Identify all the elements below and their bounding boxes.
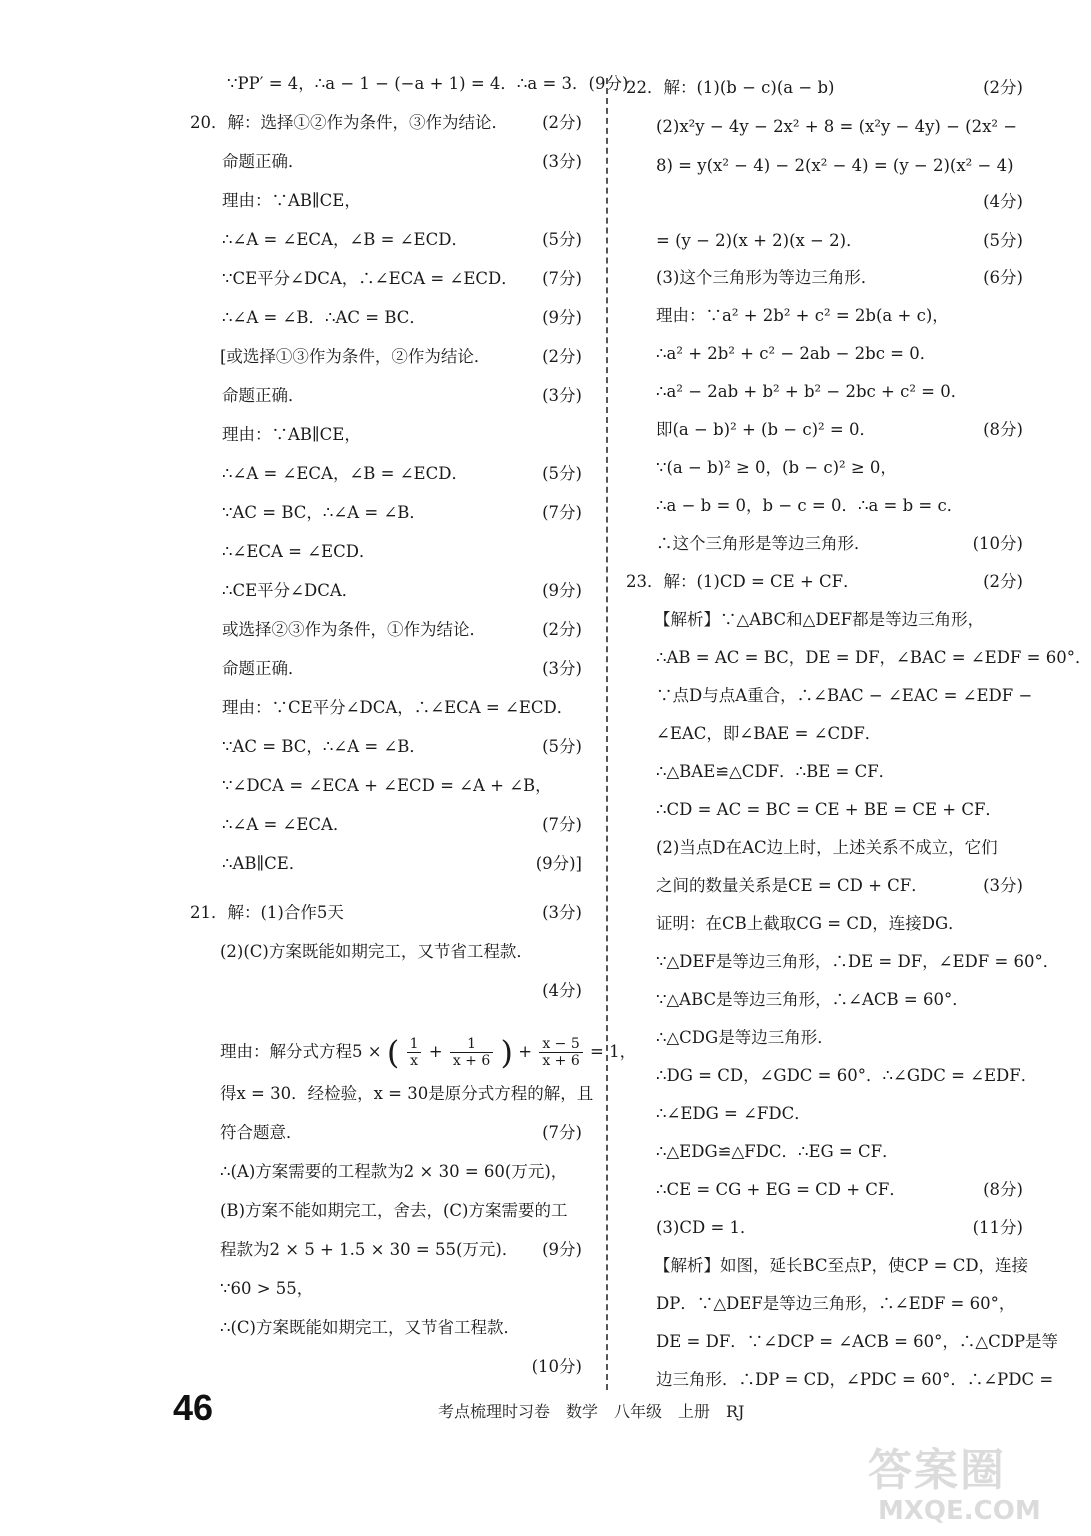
answer-line: ∴△BAE≌△CDF．∴BE = CF．: [656, 762, 896, 781]
answer-line: ∴∠A = ∠ECA，∠B = ∠ECD． (5分): [222, 464, 582, 483]
answer-line: 【解析】∵△ABC和△DEF都是等边三角形，: [654, 610, 985, 629]
book-title-footer: 考点梳理时习卷 数学 八年级 上册 RJ: [438, 1402, 745, 1421]
answer-line: 8) = y(x² − 4) − 2(x² − 4) = (y − 2)(x² − 4): [656, 156, 1014, 175]
answer-line: ∴∠EDG = ∠FDC．: [656, 1104, 811, 1123]
fraction-x-minus-5-over-x-plus-6: $\frac{x - 5}{x + 6}$: [539, 1036, 582, 1069]
answer-line: 程款为2 × 5 + 1.5 × 30 = 55(万元)． (9分): [220, 1240, 582, 1259]
answer-line: ∵(a − b)² ≥ 0，(b − c)² ≥ 0，: [656, 458, 897, 477]
answer-line: DP．∵△DEF是等边三角形，∴∠EDF = 60°，: [656, 1294, 1016, 1313]
answer-line: ∴AB = AC = BC，DE = DF，∠BAC = ∠EDF = 60°．: [656, 648, 1091, 667]
answer-line: (3)这个三角形为等边三角形． (6分): [656, 268, 1023, 287]
answer-line: ∴AB∥CE． (9分)]: [222, 854, 582, 873]
answer-line: 或选择②③作为条件，①作为结论． (2分): [222, 620, 582, 639]
answer-line: ∵CE平分∠DCA，∴∠ECA = ∠ECD． (7分): [222, 269, 582, 288]
answer-line: ∵点D与点A重合，∴∠BAC − ∠EAC = ∠EDF −: [656, 686, 1033, 705]
fraction-1-over-x-plus-6: $\frac{1}{x + 6}$: [450, 1036, 493, 1069]
answer-line: 理由：∵a² + 2b² + c² = 2b(a + c)，: [656, 306, 949, 325]
answer-line: 命题正确． (3分): [222, 152, 582, 171]
answer-line: (4分): [983, 192, 1023, 211]
answer-line: ∴△EDG≌△FDC．∴EG = CF．: [656, 1142, 899, 1161]
answer-line: ∴CD = AC = BC = CE + BE = CE + CF．: [656, 800, 1002, 819]
answer-line: (4分): [542, 981, 582, 1000]
answer-line: 之间的数量关系是CE = CD + CF． (3分): [656, 876, 1023, 895]
answer-line: = (y − 2)(x + 2)(x − 2)． (5分): [656, 231, 1023, 250]
question-22-heading: 22．解：(1)(b − c)(a − b) (2分): [626, 78, 1023, 97]
equation-lead: 理由：解分式方程5 ×: [220, 1042, 382, 1061]
watermark: [868, 1445, 1041, 1530]
column-divider: [606, 78, 608, 1390]
answer-line: ∴∠A = ∠ECA． (7分): [222, 815, 582, 834]
answer-line: (3)CD = 1． (11分): [656, 1218, 1023, 1237]
answer-line: ∠EAC，即∠BAE = ∠CDF．: [656, 724, 882, 743]
watermark-logo: 答案圈: [868, 1445, 1006, 1496]
fraction-equation-line: 理由：解分式方程5 × ( $\frac{1}{x}$ + $\frac{1}{x + 6}$ ) + $\frac{x - 5}{x + 6}$ = 1，: [220, 1033, 637, 1072]
answer-line: ∴△CDG是等边三角形．: [656, 1028, 834, 1047]
question-21-heading: 21．解：(1)合作5天 (3分): [190, 903, 582, 922]
watermark-url: MXQE.COM: [878, 1496, 1041, 1526]
answer-line: ∴CE = CG + EG = CD + CF． (8分): [656, 1180, 1023, 1199]
answer-line: ∵∠DCA = ∠ECA + ∠ECD = ∠A + ∠B，: [222, 776, 552, 795]
answer-line: 理由：∵CE平分∠DCA，∴∠ECA = ∠ECD．: [222, 698, 574, 717]
answer-line: ∴∠A = ∠B．∴AC = BC． (9分): [222, 308, 582, 327]
answer-line: (10分): [531, 1357, 582, 1376]
answer-line: ∴a² + 2b² + c² − 2ab − 2bc = 0．: [656, 344, 937, 363]
question-20-heading: 20．解：选择①②作为条件，③作为结论． (2分): [190, 113, 582, 132]
answer-line: 命题正确． (3分): [222, 386, 582, 405]
answer-line: ∴a² − 2ab + b² + b² − 2bc + c² = 0．: [656, 382, 968, 401]
answer-line: 理由：∵AB∥CE，: [222, 425, 361, 444]
answer-line: 命题正确． (3分): [222, 659, 582, 678]
page-number: 46: [173, 1387, 214, 1428]
answer-line: 理由：∵AB∥CE，: [222, 191, 361, 210]
answer-line: 证明：在CB上截取CG = CD，连接DG．: [656, 914, 965, 933]
answer-line: ∴CE平分∠DCA． (9分): [222, 581, 582, 600]
answer-line: ∴DG = CD，∠GDC = 60°．∴∠GDC = ∠EDF．: [656, 1066, 1038, 1085]
answer-line: ∴∠ECA = ∠ECD．: [222, 542, 376, 561]
answer-line: ∵60 > 55，: [220, 1279, 314, 1298]
answer-line: ∴(A)方案需要的工程款为2 × 30 = 60(万元)，: [220, 1162, 568, 1181]
fraction-1-over-x: $\frac{1}{x}$: [407, 1036, 422, 1069]
answer-line: (2)(C)方案既能如期完工，又节省工程款．: [220, 942, 533, 961]
answer-line: 边三角形．∴DP = CD，∠PDC = 60°．∴∠PDC =: [656, 1370, 1054, 1389]
answer-line: DE = DF．∵∠DCP = ∠ACB = 60°，∴△CDP是等: [656, 1332, 1059, 1351]
answer-line: 【解析】如图，延长BC至点P，使CP = CD，连接: [654, 1256, 1029, 1275]
answer-line: 得x = 30．经检验，x = 30是原分式方程的解，且: [220, 1084, 594, 1103]
answer-line: ∵△DEF是等边三角形，∴DE = DF，∠EDF = 60°．: [656, 952, 1060, 971]
answer-line: ∴这个三角形是等边三角形． (10分): [656, 534, 1023, 553]
answer-line: (2)x²y − 4y − 2x² + 8 = (x²y − 4y) − (2x² −: [656, 117, 1018, 136]
answer-line: ∵AC = BC，∴∠A = ∠B． (7分): [222, 503, 582, 522]
answer-line: ∵△ABC是等边三角形，∴∠ACB = 60°．: [656, 990, 969, 1009]
question-23-heading: 23．解：(1)CD = CE + CF． (2分): [626, 572, 1023, 591]
answer-line: 即(a − b)² + (b − c)² = 0． (8分): [656, 420, 1023, 439]
answer-line: ∴(C)方案既能如期完工，又节省工程款．: [220, 1318, 520, 1337]
answer-line: 符合题意． (7分): [220, 1123, 582, 1142]
answer-line: ∴∠A = ∠ECA，∠B = ∠ECD． (5分): [222, 230, 582, 249]
answer-line: [或选择①③作为条件，②作为结论． (2分): [220, 347, 582, 366]
answer-line: (2)当点D在AC边上时，上述关系不成立，它们: [656, 838, 998, 857]
answer-line: (B)方案不能如期完工，舍去，(C)方案需要的工: [220, 1201, 568, 1220]
answer-line: ∴a − b = 0，b − c = 0．∴a = b = c．: [656, 496, 964, 515]
answer-line: ∵PP′ = 4，∴a − 1 − (−a + 1) = 4．∴a = 3．(9分): [227, 74, 629, 93]
answer-line: ∵AC = BC，∴∠A = ∠B． (5分): [222, 737, 582, 756]
